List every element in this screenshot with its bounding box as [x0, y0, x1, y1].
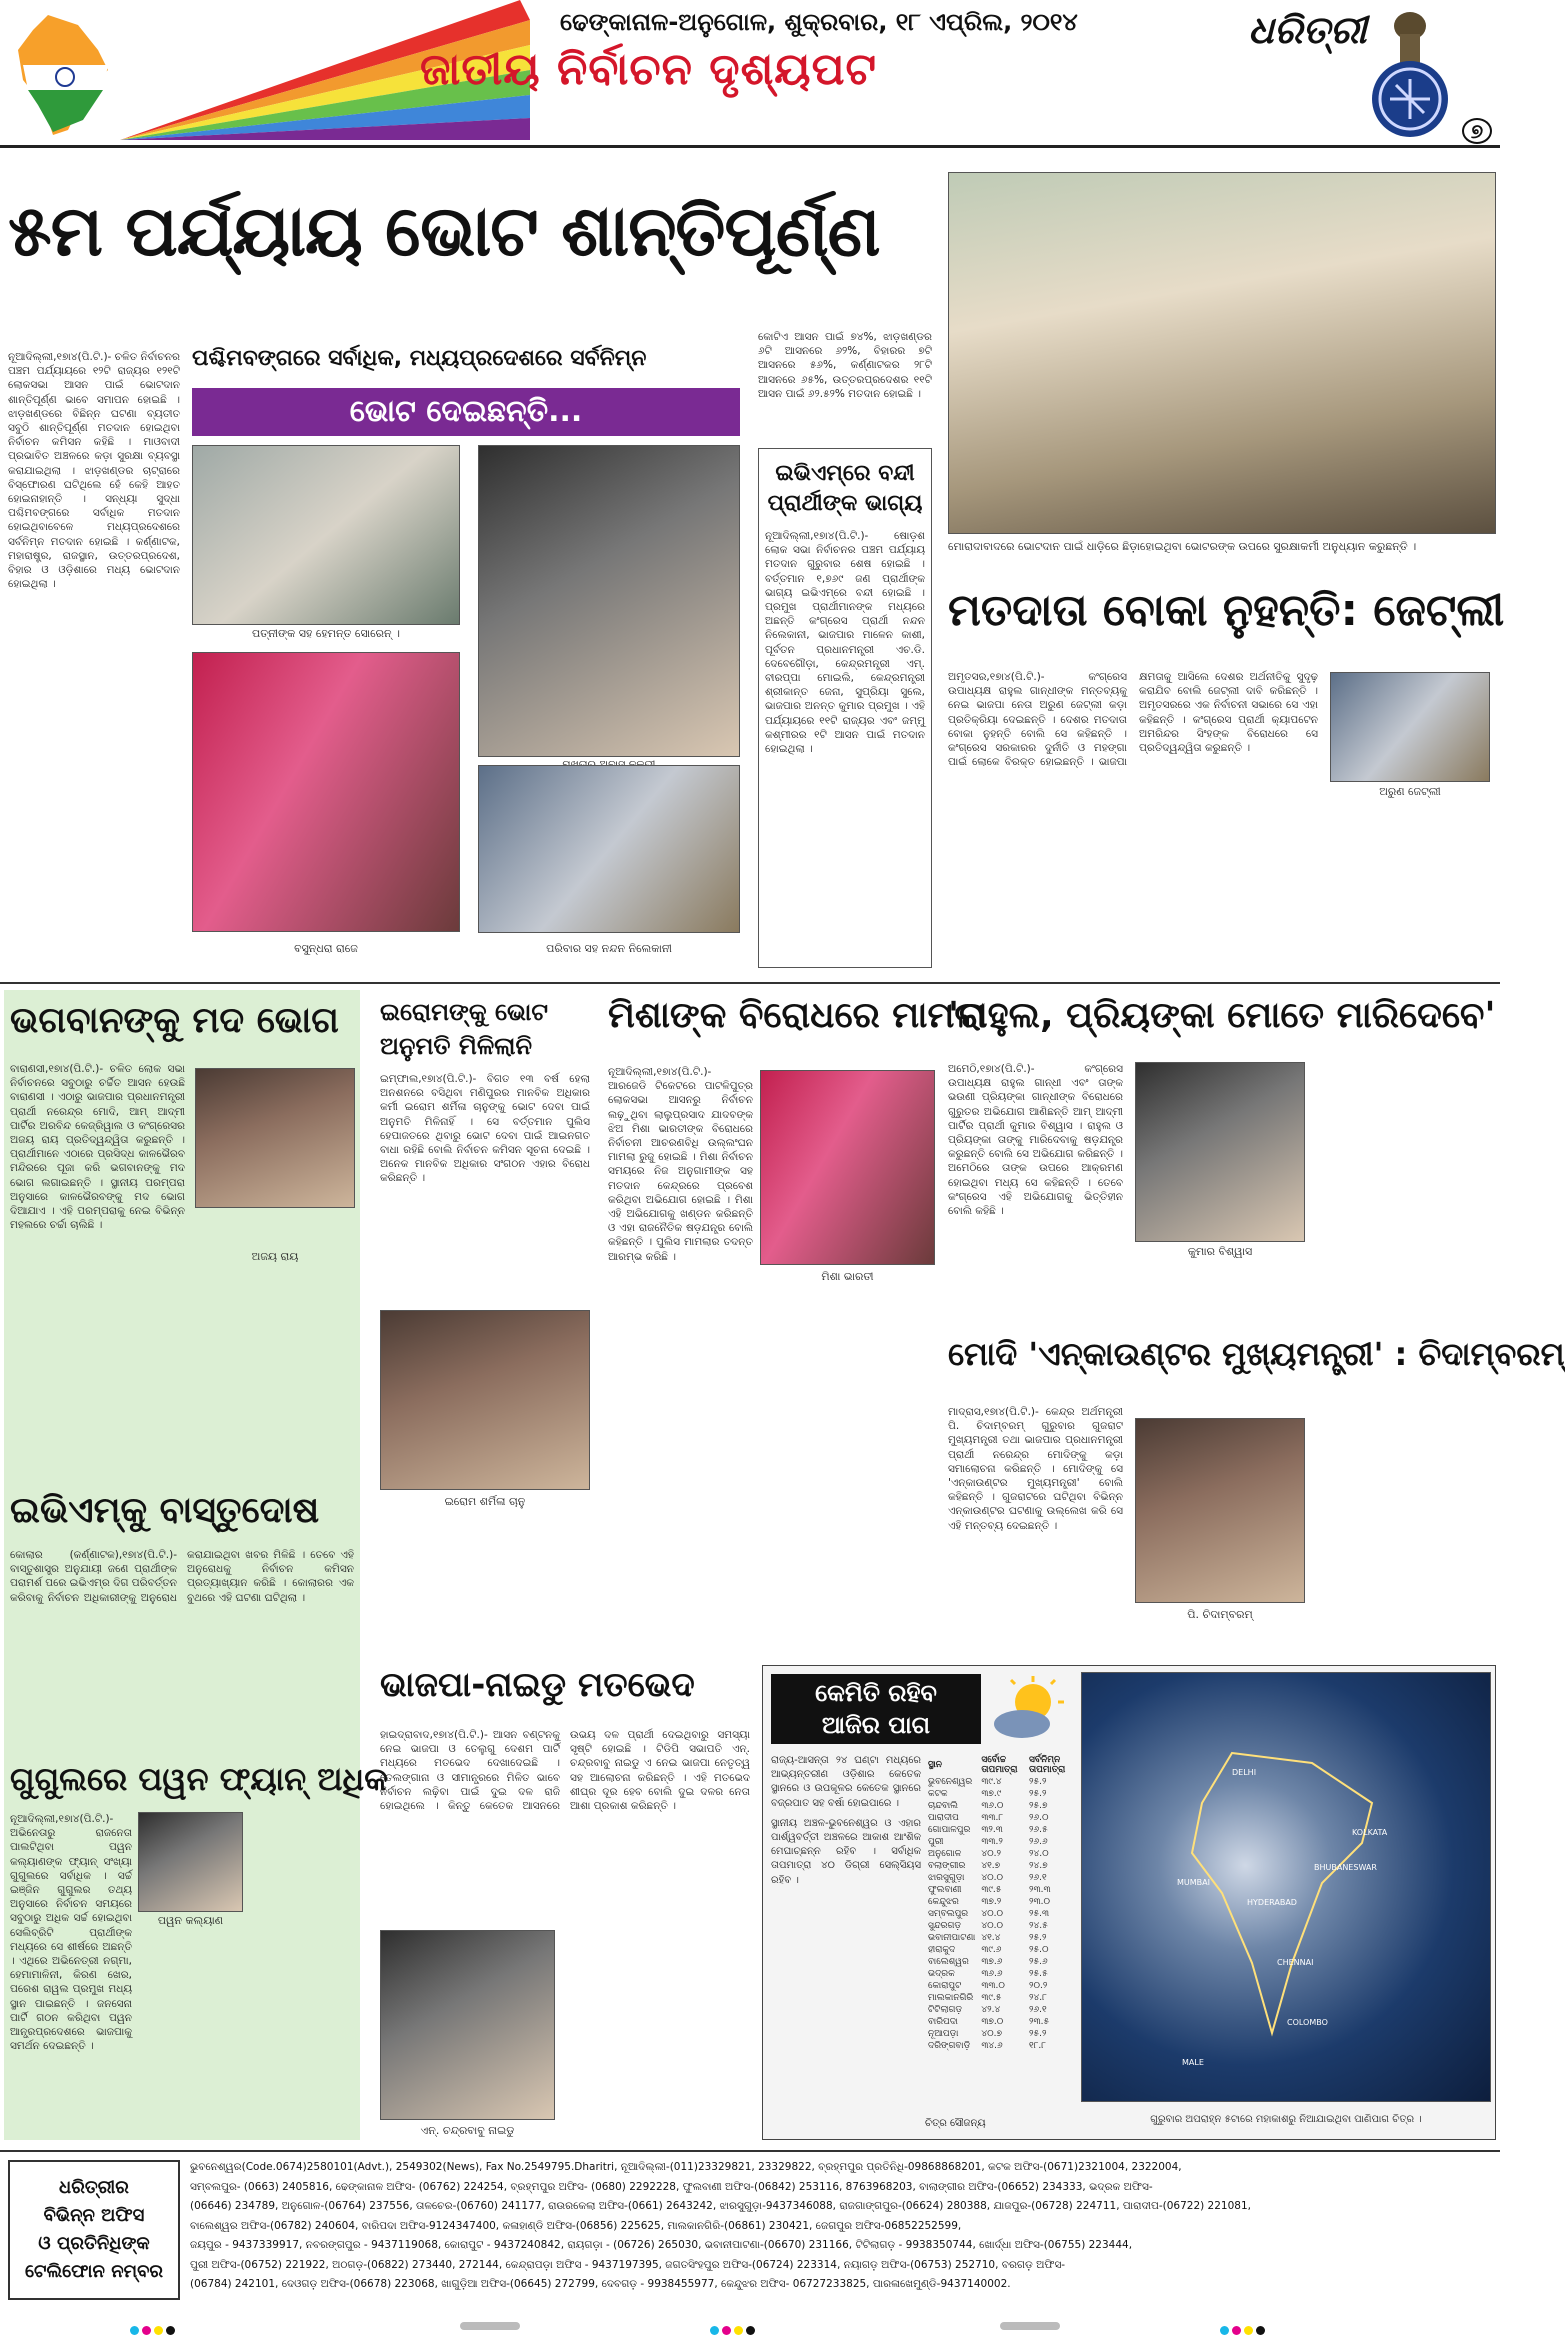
weather-cell-place: ଝାରସୁଗୁଡ଼ା: [928, 1873, 965, 1883]
weather-cell-place: କଟକ: [928, 1789, 948, 1799]
weather-table-row: [925, 1968, 1075, 1980]
weather-cell-max: ୪୦.୭: [981, 2029, 1002, 2039]
satellite-image: [1081, 1672, 1491, 2102]
weather-table-row: [925, 1920, 1075, 1932]
weather-cell-min: ୨୬.୧: [1029, 1873, 1047, 1883]
map-label-hyderabad: HYDERABAD: [1247, 1898, 1297, 1907]
map-label-delhi: DELHI: [1232, 1768, 1257, 1777]
footer-title-line2: ବିଭିନ୍ନ ଅଫିସ: [43, 2205, 145, 2226]
chidambaram-body: ମାଦ୍ରାସ,୧୭ା୪(ପି.ଟି.)- କେନ୍ଦ୍ର ଅର୍ଥମନ୍ତ୍ରୀ ପି. ଚିଦାମ୍ବରମ୍ ଗୁରୁବାର ଗୁଜରାଟ ମୁଖ୍ୟମନ୍ତ୍ରୀ ତଥା ଭାଜପାର ପ୍ରଧାନମନ୍ତ୍ରୀ ପ୍ରାର୍ଥୀ ନରେନ୍ଦ୍ର ମୋଦିଙ୍କୁ କଡ଼ା ସମାଲୋଚନା କରିଛନ୍ତି । ମୋଦିଙ୍କୁ ସେ 'ଏନ୍‌କାଉଣ୍ଟର ମୁଖ୍ୟମନ୍ତ୍ରୀ' ବୋଲି କହିଛନ୍ତି । ଗୁଜରାଟରେ ଘଟିଥିବା ବିଭିନ୍ନ ଏନ୍‌କାଉଣ୍ଟର ଘଟଣାକୁ ଉଲ୍ଲେଖ କରି ସେ ଏହି ମନ୍ତବ୍ୟ ଦେଇଛନ୍ତି ।: [948, 1406, 1123, 1532]
footer-title-line3: ଓ ପ୍ରତିନିଧିଙ୍କ: [38, 2233, 150, 2254]
pawan-headline: ଗୁଗୁଲରେ ପୱନ ଫ୍ୟାନ୍ ଅଧିକ: [10, 1760, 388, 1798]
photo-misa-caption: ମିଶା ଭାରତୀ: [760, 1270, 935, 1284]
weather-cell-max: ୪୦.୨: [981, 1849, 1001, 1859]
weather-cell-place: ଭବାନୀପାଟଣା: [928, 1933, 976, 1943]
gray-bar-mark: [460, 2322, 520, 2330]
weather-table-row: [925, 1788, 1075, 1800]
rahul-headline: 'ରାହୁଲ, ପ୍ରିୟଙ୍କା ମୋତେ ମାରିଦେବେ': [948, 995, 1496, 1036]
evm-box-headline: ଇଭିଏମ୍‌ରେ ବନ୍ଦୀ ପ୍ରାର୍ଥୀଙ୍କ ଭାଗ୍ୟ: [767, 461, 923, 516]
sun-cloud-icon: [988, 1674, 1068, 1746]
weather-cell-max: ୩୯.୫: [981, 1993, 1002, 2003]
photo-soren: [192, 445, 460, 625]
weather-table-row: [925, 1944, 1075, 1956]
photo-naidu: [380, 1930, 555, 2120]
weather-cell-place: ମାଲକାନଗିରି: [928, 1993, 974, 2003]
weather-cell-max: ୪୧.୪: [981, 1933, 1001, 1943]
weather-cell-place: ବାରିପଦା: [928, 2017, 958, 2027]
weather-cell-min: ୨୫.୬: [1029, 1957, 1048, 1967]
divider-row1: [0, 982, 1500, 984]
weather-th-max: ସର୍ବୋଚ୍ଚ ତାପମାତ୍ରା: [981, 1755, 1018, 1775]
weather-title-line1: କେମିତି ରହିବ: [815, 1679, 937, 1707]
weather-cell-max: ୪୦.୦: [981, 1909, 1003, 1919]
map-label-bhubaneswar: BHUBANESWAR: [1314, 1863, 1377, 1872]
weather-table-row: [925, 1812, 1075, 1824]
weather-table-row: [925, 1992, 1075, 2004]
photo-naidu-caption: ଏନ୍. ଚନ୍ଦ୍ରବାବୁ ନାଇଡୁ: [380, 2124, 555, 2138]
photo-pawan-kalyan: [138, 1812, 243, 1912]
weather-cell-max: ୩୬.୦: [981, 1801, 1004, 1811]
ballot-stamp-icon: [1360, 4, 1460, 139]
weather-table-row: [925, 1896, 1075, 1908]
photo-kumar-vishwas: [1135, 1062, 1305, 1242]
weather-cell-min: ୨୫.୨: [1029, 2029, 1047, 2039]
weather-cell-min: ୨୬.୦: [1029, 1813, 1049, 1823]
weather-cell-max: ୪୦.୦: [981, 1873, 1003, 1883]
weather-table-wrap: [925, 1754, 1075, 2052]
evm-fault-body: କୋଲାର (କର୍ଣ୍ଣାଟକ),୧୭ା୪(ପି.ଟି.)- ବାସ୍ତୁଶାସ୍ତ୍ର ଅନୁଯାୟୀ ଜଣେ ପ୍ରାର୍ଥୀଙ୍କ ପରାମର୍ଶ ପରେ ଇଭିଏମ୍‌ର ଦିଗ ପରିବର୍ତ୍ତନ କରିବାକୁ ନିର୍ବାଚନ ଅଧିକାରୀଙ୍କୁ ଅନୁରୋଧ କରାଯାଇଥିବା ଖବର ମିଳିଛି । ତେବେ ଏହି ଅନୁରୋଧକୁ ନିର୍ବାଚନ କମିସନ ପ୍ରତ୍ୟାଖ୍ୟାନ କରିଛି । କୋଲାରର ଏକ ବୁଥରେ ଏହି ଘଟଣା ଘଟିଥିଲା ।: [10, 1549, 354, 1604]
lead-headline: ୫ମ ପର୍ଯ୍ୟାୟ ଭୋଟ ଶାନ୍ତିପୂର୍ଣ୍ଣ: [8, 190, 880, 272]
weather-th-place: ସ୍ଥାନ: [928, 1760, 942, 1770]
photo-raje: [192, 652, 460, 932]
weather-table-header: [925, 1754, 1075, 1776]
weather-cell-place: ବଲାଙ୍ଗୀର: [928, 1861, 966, 1871]
weather-cell-min: ୨୬.୫: [1029, 1825, 1048, 1835]
weather-cell-place: ଗୋପାଳପୁର: [928, 1825, 971, 1835]
photo-naqvi: [478, 445, 740, 757]
divider-footer: [0, 2150, 1500, 2152]
weather-cell-place: ପୁରୀ: [928, 1837, 944, 1847]
photo-voter-queue-caption: ମୋରାଦାବାଦରେ ଭୋଟଦାନ ପାଇଁ ଧାଡ଼ିରେ ଛିଡ଼ାହୋଇଥିବା ଭୋଟରଙ୍କ ଉପରେ ସୁରକ୍ଷାକର୍ମୀ ଅନୁଧ୍ୟାନ କରୁଛନ୍ତି ।: [948, 540, 1496, 554]
pawan-body: ନୂଆଦିଲ୍ଲୀ,୧୭ା୪(ପି.ଟି.)- ଅଭିନେତାରୁ ରାଜନେତା ପାଲଟିଥିବା ପୱନ କଲ୍ୟାଣଙ୍କ ଫ୍ୟାନ୍ ସଂଖ୍ୟା ଗୁଗୁଲରେ ସର୍ବାଧିକ । ସର୍ଚ୍ଚ ଇଞ୍ଜିନ ଗୁଗୁଲର ତଥ୍ୟ ଅନୁସାରେ ନିର୍ବାଚନ ସମୟରେ ସବୁଠାରୁ ଅଧିକ ସର୍ଚ୍ଚ ହୋଇଥିବା ସେଲିବ୍ରିଟି ପ୍ରାର୍ଥୀଙ୍କ ମଧ୍ୟରେ ସେ ଶୀର୍ଷରେ ଅଛନ୍ତି । ଏଥିରେ ଅଭିନେତ୍ରୀ ନଗ୍ମା, ହେମାମାଳିନୀ, କିରଣ ଖେର, ପରେଶ ରାୱଲ ପ୍ରମୁଖ ମଧ୍ୟ ସ୍ଥାନ ପାଇଛନ୍ତି । ଜନସେନା ପାର୍ଟି ଗଠନ କରିଥିବା ପୱନ ଆନ୍ଧ୍ରପ୍ରଦେଶରେ ଭାଜପାକୁ ସମର୍ଥନ ଦେଇଛନ୍ତି ।: [10, 1813, 132, 2053]
weather-table-row: [925, 1824, 1075, 1836]
photo-ajay-rai-caption: ଅଜୟ ରାୟ: [251, 1250, 299, 1263]
weather-table-row: [925, 1956, 1075, 1968]
footer-title-line4: ଟେଲିଫୋନ ନମ୍ବର: [24, 2261, 163, 2282]
footer-line: ସମ୍ବଲପୁର- (0663) 2405816, ଢେଙ୍କାନାଳ ଅଫିସ- (06762) 224254, ବ୍ରହ୍ମପୁର ଅଫିସ- (0680) 2292228, ଫୁଲବାଣୀ ଅଫିସ-(06842) 253116, 8763968203, ବାଲାଙ୍ଗୀର ଅଫିସ-(06652) 234333, ଭଦ୍ରକ ଅଫିସ-: [190, 2180, 1153, 2193]
weather-cell-place: ଟିଟିଲାଗଡ଼: [928, 2005, 963, 2015]
footer-line: (06784) 242101, ଦେଓଗଡ଼ ଅଫିସ-(06678) 223068, ଖାଗୁଡ଼ିଆ ଅଫିସ-(06645) 272799, ଦେବଗଡ଼ - 9938455977, କେନ୍ଦୁଝର ଅଫିସ- 06727233825, ପାରଳାଖେମୁଣ୍ଡି-9437140002.: [190, 2278, 1011, 2290]
photo-nilekani: [478, 765, 740, 933]
chidambaram-headline: ମୋଦି 'ଏନ୍‌କାଉଣ୍ଟର ମୁଖ୍ୟମନ୍ତ୍ରୀ' : ଚିଦାମ୍ବରମ୍: [948, 1335, 1565, 1373]
weather-cell-place: ହୀରାକୁଦ: [928, 1945, 956, 1955]
evm-box-body: ନୂଆଦିଲ୍ଲୀ,୧୭ା୪(ପି.ଟି.)- ଷୋଡ଼ଶ ଲୋକ ସଭା ନିର୍ବାଚନର ପଞ୍ଚମ ପର୍ଯ୍ୟାୟ ମତଦାନ ଗୁରୁବାର ଶେଷ ହୋଇଛି । ବର୍ତ୍ତମାନ ୧,୭୬୯ ଜଣ ପ୍ରାର୍ଥୀଙ୍କ ଭାଗ୍ୟ ଇଭିଏମ୍‌ରେ ବନ୍ଦୀ ହୋଇଛି । ପ୍ରମୁଖ ପ୍ରାର୍ଥୀମାନଙ୍କ ମଧ୍ୟରେ ଅଛନ୍ତି କଂଗ୍ରେସ ପ୍ରାର୍ଥୀ ନନ୍ଦନ ନିଲେକାନୀ, ଭାଜପାର ମାଳେନ କାଶୀ, ପୂର୍ବତନ ପ୍ରଧାନମନ୍ତ୍ରୀ ଏଚ.ଡି. ଦେବେଗୌଡ଼ା, କେନ୍ଦ୍ରମନ୍ତ୍ରୀ ଏମ୍. ବୀରପ୍ପା ମୋଇଲି, କେନ୍ଦ୍ରମନ୍ତ୍ରୀ ଶ୍ରୀକାନ୍ତ ଜେନା, ସୁପ୍ରିୟା ସୁଲେ, ଭାଜପାର ଅନନ୍ତ କୁମାର ପ୍ରମୁଖ । ଏହି ପର୍ଯ୍ୟାୟରେ ୧୧ଟି ରାଜ୍ୟର ଏବଂ ଜମ୍ମୁ କଶ୍ମୀରର ୧ଟି ଆସନ ପାଇଁ ମତଦାନ ହୋଇଥିଲା ।: [765, 530, 925, 756]
gray-bar-mark: [1000, 2322, 1060, 2330]
weather-table-row: [925, 1908, 1075, 1920]
weather-cell-max: ୪୧.୭: [981, 1861, 1001, 1871]
weather-title-line2: ଆଜିର ପାଗ: [821, 1711, 931, 1739]
photo-jaitley: [1330, 672, 1490, 782]
footer-phone-list: [190, 2158, 1494, 2295]
evm-fault-headline: ଇଭିଏମ୍‌କୁ ବାସ୍ତୁଦୋଷ: [10, 1490, 320, 1531]
photo-pawan-kalyan-caption: ପୱନ କଲ୍ୟାଣ: [157, 1914, 224, 1927]
color-dots-right: [1220, 2320, 1268, 2339]
color-dots-left: [130, 2320, 178, 2339]
weather-cell-max: ୩୯.୪: [981, 1777, 1002, 1787]
weather-cell-min: ୨୩.୫: [1029, 2017, 1050, 2027]
weather-table-row: [925, 1980, 1075, 1992]
weather-cell-max: ୩୭.୨: [981, 1897, 1002, 1907]
weather-th-min: ସର୍ବନିମ୍ନ ତାପମାତ୍ରା: [1029, 1755, 1066, 1775]
weather-table-row: [925, 1884, 1075, 1896]
lead-subhead: ପଶ୍ଚିମବଙ୍ଗରେ ସର୍ବାଧିକ, ମଧ୍ୟପ୍ରଦେଶରେ ସର୍ବନିମ୍ନ: [192, 346, 647, 371]
map-label-mumbai: MUMBAI: [1177, 1878, 1210, 1887]
weather-cell-min: ୨୫.୫: [1029, 1969, 1048, 1979]
weather-cell-place: ଚାନ୍ଦବାଲି: [928, 1801, 958, 1811]
weather-title: [771, 1674, 981, 1744]
weather-cell-max: ୩୬.୬: [981, 1969, 1003, 1979]
weather-cell-min: ୨୪.୭: [1029, 1861, 1048, 1871]
lead-banner: ଭୋଟ ଦେଇଛନ୍ତି...: [192, 388, 740, 436]
weather-cell-max: ୩୯.୬: [981, 1945, 1002, 1955]
bhagaban-body: ବାରାଣସୀ,୧୭ା୪(ପି.ଟି.)- ଚଳିତ ଲୋକ ସଭା ନିର୍ବାଚନରେ ସବୁଠାରୁ ଚର୍ଚ୍ଚିତ ଆସନ ହେଉଛି ବାରାଣସୀ । ଏଠାରୁ ଭାଜପାର ପ୍ରଧାନମନ୍ତ୍ରୀ ପ୍ରାର୍ଥୀ ନରେନ୍ଦ୍ର ମୋଦି, ଆମ୍ ଆଦ୍ମୀ ପାର୍ଟିର ଅରବିନ୍ଦ କେଜ୍ରିୱାଲ ଓ କଂଗ୍ରେସର ଅଜୟ ରାୟ ପ୍ରତିଦ୍ୱନ୍ଦ୍ୱିତା କରୁଛନ୍ତି । ପ୍ରାର୍ଥୀମାନେ ଏଠାରେ ପ୍ରସିଦ୍ଧ କାଳଭୈରବ ମନ୍ଦିରରେ ପୂଜା କରି ଭଗବାନଙ୍କୁ ମଦ ଭୋଗ ଲଗାଇଛନ୍ତି । ସ୍ଥାନୀୟ ପରମ୍ପରା ଅନୁସାରେ କାଳଭୈରବଙ୍କୁ ମଦ ଭୋଗ ଦିଆଯାଏ । ଏହି ପରମ୍ପରାକୁ ନେଇ ବିଭିନ୍ନ ମହଲରେ ଚର୍ଚ୍ଚା ଚାଲିଛି ।: [10, 1063, 185, 1232]
weather-cell-place: ସମ୍ବଲପୁର: [928, 1909, 969, 1919]
page-number: ୭: [1462, 118, 1492, 144]
photo-raje-caption: ବସୁନ୍ଧରା ରାଜେ: [192, 942, 460, 956]
weather-cell-max: ୩୩.୮: [981, 1813, 1004, 1823]
weather-cell-min: ୧୮.୮: [1029, 2041, 1046, 2051]
weather-credit: ଚିତ୍ର ସୌଜନ୍ୟ: [925, 2118, 986, 2129]
evm-box: [758, 448, 932, 968]
weather-cell-place: ସୁନ୍ଦରଗଡ଼: [928, 1921, 962, 1931]
weather-cell-max: ୩୨.୩: [981, 1825, 1003, 1835]
weather-cell-min: ୨୪.୮: [1029, 1993, 1047, 2003]
weather-table-row: [925, 2004, 1075, 2016]
weather-table-row: [925, 1872, 1075, 1884]
weather-cell-place: ବାଲେଶ୍ୱର: [928, 1957, 969, 1967]
photo-soren-caption: ପତ୍ନୀଙ୍କ ସହ ହେମନ୍ତ ସୋରେନ୍ ।: [192, 627, 460, 641]
weather-cell-min: ୨୦.୨: [1029, 1981, 1048, 1991]
weather-cell-max: ୪୦.୦: [981, 1921, 1003, 1931]
weather-cell-max: ୩୩.୦: [981, 1981, 1005, 1991]
weather-table-row: [925, 1860, 1075, 1872]
weather-table-row: [925, 2040, 1075, 2052]
masthead-dateline: ଢେଙ୍କାନାଳ-ଅନୁଗୋଳ, ଶୁକ୍ରବାର, ୧୮ ଏପ୍ରିଲ, ୨୦୧୪: [560, 8, 1078, 36]
bjp-naidu-body: ହାଇଦ୍ରାବାଦ,୧୭ା୪(ପି.ଟି.)- ଆସନ ବଣ୍ଟନକୁ ନେଇ ଭାଜପା ଓ ତେଲୁଗୁ ଦେଶମ ପାର୍ଟି ମଧ୍ୟରେ ମତଭେଦ ଦେଖାଦେଇଛି । ତେଲଙ୍ଗାନା ଓ ସୀମାନ୍ଧ୍ରରେ ମିଳିତ ଭାବେ ନିର୍ବାଚନ ଲଢ଼ିବା ପାଇଁ ଦୁଇ ଦଳ ରାଜି ହୋଇଥିଲେ । କିନ୍ତୁ କେତେକ ଆସନରେ ଉଭୟ ଦଳ ପ୍ରାର୍ଥୀ ଦେଇଥିବାରୁ ସମସ୍ୟା ସୃଷ୍ଟି ହୋଇଛି । ଟିଡିପି ସଭାପତି ଏନ୍. ଚନ୍ଦ୍ରବାବୁ ନାଇଡୁ ଏ ନେଇ ଭାଜପା ନେତୃତ୍ୱ ସହ ଆଲୋଚନା କରିଛନ୍ତି । ଏହି ମତଭେଦ ଶୀଘ୍ର ଦୂର ହେବ ବୋଲି ଦୁଇ ଦଳର ନେତା ଆଶା ପ୍ରକାଶ କରିଛନ୍ତି ।: [380, 1729, 750, 1813]
map-label-male: MALE: [1182, 2058, 1204, 2067]
footer-line: ପୁରୀ ଅଫିସ-(06752) 221922, ଅଠଗଡ଼-(06822) 273440, 272144, କେନ୍ଦ୍ରାପଡ଼ା ଅଫିସ - 9437197395, ଜଗତସିଂହପୁର ଅଫିସ-(06724) 223314, ନୟାଗଡ଼ ଅଫିସ-(06753) 252710, ବରଗଡ଼ ଅଫିସ-: [190, 2258, 1066, 2271]
photo-jaitley-caption: ଅରୁଣ ଜେଟ୍‌ଲୀ: [1330, 785, 1490, 799]
weather-cell-max: ୪୨.୪: [981, 2005, 1001, 2015]
misa-headline: ମିଶାଙ୍କ ବିରୋଧରେ ମାମଲା: [608, 995, 987, 1036]
weather-cell-min: ୨୫.୨: [1029, 1789, 1047, 1799]
weather-cell-min: ୨୬.୬: [1029, 1837, 1048, 1847]
weather-cell-place: ଫୁଲବାଣୀ: [928, 1885, 962, 1895]
photo-kumar-vishwas-caption: କୁମାର ବିଶ୍ୱାସ: [1135, 1245, 1305, 1259]
photo-ajay-rai: [195, 1068, 355, 1208]
weather-table-row: [925, 2016, 1075, 2028]
photo-irom: [380, 1310, 590, 1490]
weather-cell-place: କେନ୍ଦୁଝର: [928, 1897, 959, 1907]
jaitley-headline: ମତଦାତା ବୋକା ନୁହନ୍ତି: ଜେଟ୍‌ଲୀ: [948, 585, 1505, 636]
weather-table-row: [925, 1776, 1075, 1788]
india-outline-icon: [1172, 1743, 1402, 2043]
weather-table: [925, 1754, 1075, 2052]
weather-cell-min: ୨୩.୦: [1029, 1897, 1050, 1907]
paper-logo: ଧରିତ୍ରୀ: [1248, 8, 1367, 52]
photo-nilekani-caption: ପରିବାର ସହ ନନ୍ଦନ ନିଲେକାନୀ: [478, 942, 740, 956]
weather-cell-min: ୨୫.୭: [1029, 1801, 1048, 1811]
photo-misa: [760, 1070, 935, 1265]
weather-cell-place: ଅନୁଗୋଳ: [928, 1849, 962, 1859]
photo-voter-queue: [948, 172, 1496, 534]
weather-cell-max: ୩୭.୬: [981, 1957, 1003, 1967]
satellite-caption: ଗୁରୁବାର ଅପରାହ୍ନ ୫ଟାରେ ମହାକାଶରୁ ନିଆଯାଇଥିବା ପାଣିପାଗ ଚିତ୍ର ।: [1150, 2114, 1422, 2125]
weather-cell-place: କୋରାପୁଟ: [928, 1981, 962, 1991]
india-map-flag-graphic: [8, 10, 118, 140]
weather-table-row: [925, 1848, 1075, 1860]
lead-body-left: ନୂଆଦିଲ୍ଲୀ,୧୭ା୪(ପି.ଟି.)- ଚଳିତ ନିର୍ବାଚନର ପଞ୍ଚମ ପର୍ଯ୍ୟାୟରେ ୧୨ଟି ରାଜ୍ୟର ୧୨୧ଟି ଲୋକସଭା ଆସନ ପାଇଁ ଭୋଟଦାନ ଶାନ୍ତିପୂର୍ଣ୍ଣ ଭାବେ ସମାପନ ହୋଇଛି । ଝାଡ଼ଖଣ୍ଡରେ ବିଛିନ୍ନ ଘଟଣା ବ୍ୟତୀତ ସବୁଠି ଶାନ୍ତିପୂର୍ଣ୍ଣ ମତଦାନ ହୋଇଥିବା ନିର୍ବାଚନ କମିସନ କହିଛି । ମାଓବାଦୀ ପ୍ରଭାବିତ ଅଞ୍ଚଳରେ କଡ଼ା ସୁରକ୍ଷା ବ୍ୟବସ୍ଥା କରାଯାଇଥିଲା । ଝାଡ଼ଖଣ୍ଡର ଚାଟ୍ରାରେ ବିସ୍ଫୋରଣ ଘଟିଥିଲେ ହେଁ କେହି ଆହତ ହୋଇନାହାନ୍ତି । ସନ୍ଧ୍ୟା ସୁଦ୍ଧା ପଶ୍ଚିମବଙ୍ଗରେ ସର୍ବାଧିକ ମତଦାନ ହୋଇଥିବାବେଳେ ମଧ୍ୟପ୍ରଦେଶରେ ସର୍ବନିମ୍ନ ମତଦାନ ହୋଇଛି । କର୍ଣ୍ଣାଟକ, ମହାରାଷ୍ଟ୍ର, ରାଜସ୍ଥାନ, ଉତ୍ତରପ୍ରଦେଶ, ବିହାର ଓ ଓଡ଼ିଶାରେ ମଧ୍ୟ ଭୋଟଦାନ ହୋଇଥିଲା ।: [8, 351, 180, 591]
weather-body-para1: ରାଜ୍ୟ-ଆସନ୍ତା ୨୪ ଘଣ୍ଟା ମଧ୍ୟରେ ଆଭ୍ୟନ୍ତରୀଣ ଓଡ଼ିଶାର କେତେକ ସ୍ଥାନରେ ଓ ଉପକୂଳର କେତେକ ସ୍ଥାନରେ ବଜ୍ରପାତ ସହ ବର୍ଷା ହୋଇପାରେ ।: [771, 1755, 921, 1809]
footer-title-box: [8, 2160, 180, 2300]
bhagaban-headline: ଭଗବାନଙ୍କୁ ମଦ ଭୋଗ: [10, 1000, 339, 1041]
weather-cell-min: ୨୪.୫: [1029, 1921, 1048, 1931]
weather-cell-max: ୩୩.୨: [981, 1837, 1003, 1847]
footer-line: (06646) 234789, ଅନୁଗୋଳ-(06764) 237556, ତାଳଚେର-(06760) 241177, ରାଉରକେଲା ଅଫିସ-(0661) 2643242, ଝାରସୁଗୁଡ଼ା-9437346088, ରାଜଗାଙ୍ଗପୁର-(06624) 280388, ଯାଜପୁର-(06728) 224711, ପାରାଦୀପ-(06722) 221081,: [190, 2200, 1251, 2212]
photo-chidambaram-caption: ପି. ଚିଦାମ୍ବରମ୍: [1135, 1608, 1305, 1622]
lead-body-right: କୋଟିଏ ଆସନ ପାଇଁ ୭୪%, ଝାଡ଼ଖଣ୍ଡର ୬ଟି ଆସନରେ ୬୨%, ବିହାରର ୭ଟି ଆସନରେ ୫୬%, କର୍ଣ୍ଣାଟକର ୨୮ଟି ଆସନରେ ୬୫%, ଉତ୍ତରପ୍ରଦେଶର ୧୧ଟି ଆସନ ପାଇଁ ୬୨.୫୨% ମତଦାନ ହୋଇଛି ।: [758, 331, 932, 400]
weather-table-row: [925, 1932, 1075, 1944]
photo-irom-caption: ଇରୋମ ଶର୍ମିଳା ଚାନୁ: [380, 1495, 590, 1509]
weather-cell-min: ୨୫.୦: [1029, 1945, 1049, 1955]
footer-line: ଭୁବନେଶ୍ୱର(Code.0674)2580101(Advt.), 2549302(News), Fax No.2549795.Dharitri, ନୂଆଦିଲ୍ଲୀ-(011)23329821, 23329822, ବ୍ରହ୍ମପୁର ପ୍ରତିନିଧି-09868868201, କଟକ ଅଫିସ-(0671)2321004, 2322004,: [190, 2161, 1182, 2173]
color-dots-center: [710, 2320, 758, 2339]
irom-body: ଇମ୍ଫାଲ,୧୭ା୪(ପି.ଟି.)- ବିଗତ ୧୩ ବର୍ଷ ହେଲା ଅନଶନରେ ବସିଥିବା ମଣିପୁରର ମାନବିକ ଅଧିକାର କର୍ମୀ ଇରୋମ ଶର୍ମିଳା ଚାନୁଙ୍କୁ ଭୋଟ ଦେବା ପାଇଁ ଅନୁମତି ମିଳିନାହିଁ । ସେ ବର୍ତ୍ତମାନ ପୁଲିସ ହେପାଜତରେ ଥିବାରୁ ଭୋଟ ଦେବା ପାଇଁ ଆଇନଗତ ବାଧା ରହିଛି ବୋଲି ନିର୍ବାଚନ କମିସନ ସୂଚନା ଦେଇଛି । ଅନେକ ମାନବିକ ଅଧିକାର ସଂଗଠନ ଏହାର ବିରୋଧ କରିଛନ୍ତି ।: [380, 1073, 590, 1185]
section-title: ଜାତୀୟ ନିର୍ବାଚନ ଦୃଶ୍ୟପଟ: [420, 44, 878, 95]
weather-table-row: [925, 1836, 1075, 1848]
photo-chidambaram: [1135, 1418, 1305, 1603]
weather-table-row: [925, 2028, 1075, 2040]
weather-cell-min: ୨୫.୨: [1029, 1933, 1047, 1943]
weather-table-row: [925, 1800, 1075, 1812]
weather-cell-max: ୩୪.୬: [981, 2041, 1003, 2051]
weather-body-para2: ସ୍ଥାନୀୟ ଅଞ୍ଚଳ-ଭୁବନେଶ୍ୱର ଓ ଏହାର ପାର୍ଶ୍ୱବର୍ତ୍ତୀ ଅଞ୍ଚଳରେ ଆକାଶ ଆଂଶିକ ମେଘାଚ୍ଛନ୍ନ ରହିବ । ସର୍ବାଧିକ ତାପମାତ୍ରା ୪୦ ଡିଗ୍ରୀ ସେଲ୍‌ସିୟସ ରହିବ ।: [771, 1817, 921, 1886]
irom-headline: ଇରୋମଙ୍କୁ ଭୋଟ ଅନୁମତି ମିଳିଲାନି: [380, 998, 549, 1060]
print-registration-marks: [0, 2318, 1500, 2336]
jaitley-body: ଅମୃତସର,୧୭ା୪(ପି.ଟି.)- କଂଗ୍ରେସ ଉପାଧ୍ୟକ୍ଷ ରାହୁଲ ଗାନ୍ଧୀଙ୍କ ମନ୍ତବ୍ୟକୁ ନେଇ ଭାଜପା ନେତା ଅରୁଣ ଜେଟ୍‌ଲୀ କଡ଼ା ପ୍ରତିକ୍ରିୟା ଦେଇଛନ୍ତି । ଦେଶର ମତଦାତା ବୋକା ନୁହନ୍ତି ବୋଲି ସେ କହିଛନ୍ତି । କଂଗ୍ରେସ ସରକାରର ଦୁର୍ନୀତି ଓ ମହଙ୍ଗା ପାଇଁ ଲୋକେ ବିରକ୍ତ ହୋଇଛନ୍ତି । ଭାଜପା କ୍ଷମତାକୁ ଆସିଲେ ଦେଶର ଅର୍ଥନୀତିକୁ ସୁଦୃଢ଼ କରାଯିବ ବୋଲି ଜେଟ୍‌ଲୀ ଦାବି କରିଛନ୍ତି । ଅମୃତସରରେ ଏକ ନିର୍ବାଚନୀ ସଭାରେ ସେ ଏହା କହିଛନ୍ତି । କଂଗ୍ରେସ ପ୍ରାର୍ଥୀ କ୍ୟାପଟେନ ଅମରିନ୍ଦର ସିଂହଙ୍କ ବିରୋଧରେ ସେ ପ୍ରତିଦ୍ୱନ୍ଦ୍ୱିତା କରୁଛନ୍ତି ।: [948, 671, 1318, 769]
weather-cell-min: ୨୫.୨: [1029, 1777, 1047, 1787]
footer-line: ବାଲେଶ୍ୱର ଅଫିସ-(06782) 240604, ବାରିପଦା ଅଫିସ-9124347400, କଳାହାଣ୍ଡି ଅଫିସ-(06856) 225625, ମାଲକାନଗିରି-(06861) 230421, ଜେଗପୁର ଅଫିସ-06852252599,: [190, 2219, 962, 2232]
misa-body: ନୂଆଦିଲ୍ଲୀ,୧୭ା୪(ପି.ଟି.)- ଆରଜେଡି ଟିକେଟରେ ପାଟଳିପୁତ୍ର ଲୋକସଭା ଆସନରୁ ନିର୍ବାଚନ ଲଢ଼ୁଥିବା ଲାଲୁପ୍ରସାଦ ଯାଦବଙ୍କ ଝିଅ ମିଶା ଭାରତୀଙ୍କ ବିରୋଧରେ ନିର୍ବାଚନୀ ଆଚରଣବିଧି ଉଲ୍ଲଂଘନ ମାମଲା ରୁଜୁ ହୋଇଛି । ମିଶା ନିର୍ବାଚନ ସମୟରେ ନିଜ ଅନୁଗାମୀଙ୍କ ସହ ମତଦାନ କେନ୍ଦ୍ରରେ ପ୍ରବେଶ କରିଥିବା ଅଭିଯୋଗ ହୋଇଛି । ମିଶା ଏହି ଅଭିଯୋଗକୁ ଖଣ୍ଡନ କରିଛନ୍ତି ଓ ଏହା ରାଜନୈତିକ ଷଡ଼ଯନ୍ତ୍ର ବୋଲି କହିଛନ୍ତି । ପୁଲିସ ମାମଲାର ତଦନ୍ତ ଆରମ୍ଭ କରିଛି ।: [608, 1066, 753, 1263]
footer-title-line1: ଧରିତ୍ରୀର: [59, 2177, 129, 2198]
weather-cell-min: ୨୪.୦: [1029, 1849, 1049, 1859]
weather-cell-min: ୨୩.୩: [1029, 1885, 1051, 1895]
weather-cell-max: ୩୭.୦: [981, 2017, 1004, 2027]
weather-cell-place: ଭୁବନେଶ୍ୱର: [928, 1777, 973, 1787]
weather-cell-max: ୩୭.୯: [981, 1789, 1002, 1799]
weather-cell-place: ଦରିଙ୍ଗବାଡ଼ି: [928, 2041, 971, 2051]
masthead: [0, 0, 1500, 148]
bjp-naidu-headline: ଭାଜପା-ନାଇଡୁ ମତଭେଦ: [380, 1665, 695, 1705]
weather-box: [762, 1665, 1496, 2140]
weather-cell-place: ନୂଆପଡ଼ା: [928, 2029, 959, 2039]
map-label-kolkata: KOLKATA: [1352, 1828, 1388, 1837]
weather-body: [771, 1754, 921, 2134]
map-label-chennai: CHENNAI: [1277, 1958, 1314, 1967]
weather-cell-max: ୩୯.୫: [981, 1885, 1002, 1895]
map-label-colombo: COLOMBO: [1287, 2018, 1328, 2027]
weather-cell-min: ୨୫.୩: [1029, 1909, 1050, 1919]
weather-cell-place: ପାରାଦୀପ: [928, 1813, 959, 1823]
footer-line: ଜୟପୁର - 9437339917, ନବରଙ୍ଗପୁର - 9437119068, କୋରାପୁଟ - 9437240842, ରାୟଗଡ଼ା - (06726) 265030, ଭବାନୀପାଟଣା-(06670) 231166, ଟିଟିଲାଗଡ଼ - 9938350744, ଖୋର୍ଦ୍ଧା ଅଫିସ-(06755) 223444,: [190, 2239, 1133, 2251]
weather-cell-place: ଭଦ୍ରକ: [928, 1969, 955, 1979]
weather-cell-min: ୨୬.୧: [1029, 2005, 1047, 2015]
rahul-body: ଅମେଠି,୧୭ା୪(ପି.ଟି.)- କଂଗ୍ରେସ ଉପାଧ୍ୟକ୍ଷ ରାହୁଲ ଗାନ୍ଧୀ ଏବଂ ତାଙ୍କ ଭଉଣୀ ପ୍ରିୟଙ୍କା ଗାନ୍ଧୀଙ୍କ ବିରୋଧରେ ଗୁରୁତର ଅଭିଯୋଗ ଆଣିଛନ୍ତି ଆମ୍ ଆଦ୍ମୀ ପାର୍ଟିର ପ୍ରାର୍ଥୀ କୁମାର ବିଶ୍ୱାସ । ରାହୁଲ ଓ ପ୍ରିୟଙ୍କା ତାଙ୍କୁ ମାରିଦେବାକୁ ଷଡ଼ଯନ୍ତ୍ର କରୁଛନ୍ତି ବୋଲି ସେ ଅଭିଯୋଗ କରିଛନ୍ତି । ଅମେଠିରେ ତାଙ୍କ ଉପରେ ଆକ୍ରମଣ ହୋଇଥିବା ମଧ୍ୟ ସେ କହିଛନ୍ତି । ତେବେ କଂଗ୍ରେସ ଏହି ଅଭିଯୋଗକୁ ଭିତ୍ତିହୀନ ବୋଲି କହିଛି ।: [948, 1063, 1123, 1218]
